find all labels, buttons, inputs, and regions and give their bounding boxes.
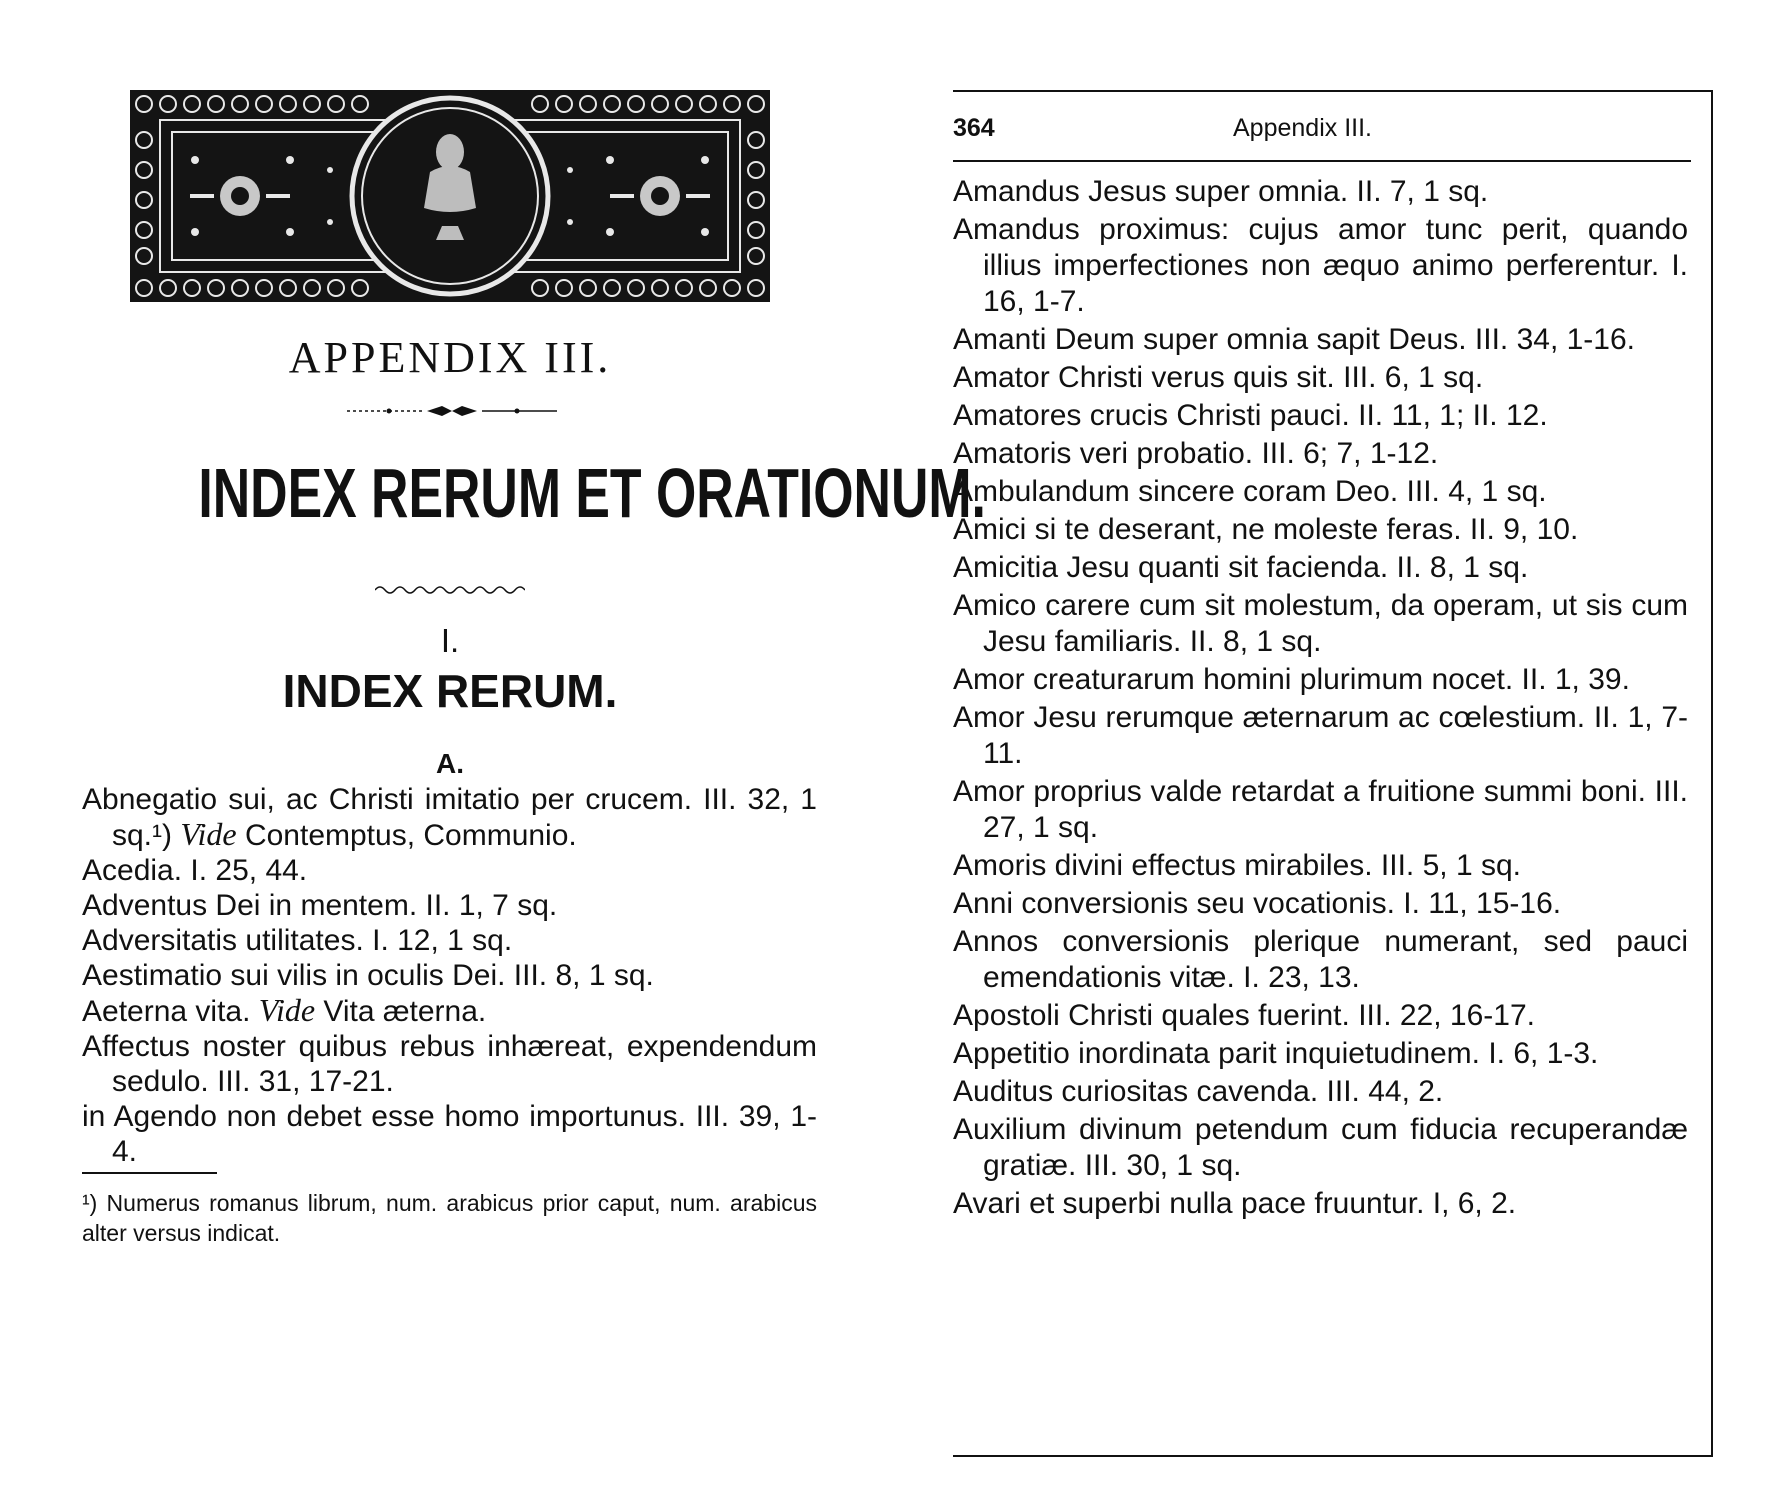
right-page	[953, 90, 1713, 1457]
right-index-entries	[953, 174, 1688, 1224]
index-entry: Amico carere cum sit molestum, da operam, ut sis cum Jesu familiaris. II. 8, 1 sq.	[953, 589, 1688, 658]
index-entry: Amator Christi verus quis sit. III. 6, 1 sq.	[953, 361, 1484, 394]
page-frame-top	[953, 90, 1713, 92]
index-entry: Amor proprius valde retardat a fruitione summi boni. III. 27, 1 sq.	[953, 775, 1688, 844]
entry-text: Vita æterna.	[315, 995, 487, 1028]
index-entry: Avari et superbi nulla pace fruuntur. I, 6, 2.	[953, 1187, 1517, 1220]
index-entry	[82, 923, 817, 958]
entry-text: Contemptus, Communio.	[236, 819, 577, 852]
part-number: I.	[440, 622, 460, 659]
header-rule	[953, 160, 1691, 162]
index-entry: Amanti Deum super omnia sapit Deus. III. 34, 1-16.	[953, 323, 1635, 356]
entry-text: Aeterna vita.	[82, 995, 259, 1028]
index-entry	[82, 993, 817, 1029]
entry-italic: Vide	[258, 992, 316, 1028]
index-entry: Amor Jesu rerumque æternarum ac cœlestium. II. 1, 7-11.	[953, 701, 1688, 770]
letter-heading: A.	[436, 748, 464, 779]
index-entry	[82, 1099, 817, 1169]
entry-text: in Agendo non debet esse homo importunus. III. 39, 1-4.	[82, 1100, 817, 1168]
running-head	[953, 114, 1693, 154]
index-entry: Auditus curiositas cavenda. III. 44, 2.	[953, 1075, 1444, 1108]
index-entry	[82, 958, 817, 993]
index-title	[60, 454, 986, 532]
ornamental-headpiece	[130, 90, 770, 302]
entry-italic: Vide	[180, 816, 237, 852]
index-entry: Ambulandum sincere coram Deo. III. 4, 1 sq.	[953, 475, 1547, 508]
running-title: Appendix III.	[1233, 114, 1372, 142]
index-entry: Amici si te deserant, ne moleste feras. II. 9, 10.	[953, 513, 1579, 546]
index-entry: Auxilium divinum petendum cum fiducia recuperandæ gratiæ. III. 30, 1 sq.	[953, 1113, 1688, 1182]
part-title: INDEX RERUM.	[282, 665, 618, 717]
index-entry: Apostoli Christi quales fuerint. III. 22, 16-17.	[953, 999, 1535, 1032]
index-entry: Amicitia Jesu quanti sit facienda. II. 8, 1 sq.	[953, 551, 1529, 584]
index-entry: Amor creaturarum homini plurimum nocet. II. 1, 39.	[953, 663, 1630, 696]
index-entry: Anni conversionis seu vocationis. I. 11, 15-16.	[953, 887, 1562, 920]
index-entry	[82, 782, 817, 853]
footnote-rule	[82, 1172, 217, 1174]
appendix-title: APPENDIX III.	[288, 333, 612, 382]
index-entry: Appetitio inordinata parit inquietudinem. I. 6, 1-3.	[953, 1037, 1599, 1070]
index-entry	[82, 1029, 817, 1099]
index-entry	[82, 888, 817, 923]
flourish-divider	[347, 404, 557, 418]
index-entry: Annos conversionis plerique numerant, sed pauci emendationis vitæ. I. 23, 13.	[953, 925, 1688, 994]
wave-divider	[375, 584, 525, 596]
index-entry: Amandus Jesus super omnia. II. 7, 1 sq.	[953, 175, 1489, 208]
page-frame-bottom	[953, 1455, 1713, 1457]
entry-text: Adventus Dei in mentem. II. 1, 7 sq.	[82, 889, 558, 922]
entry-text: Abnegatio sui, ac Christi imitatio per crucem. III. 32, 1 sq.¹)	[82, 783, 817, 852]
index-entry: Amatoris veri probatio. III. 6; 7, 1-12.	[953, 437, 1439, 470]
index-entry: Amoris divini effectus mirabiles. III. 5, 1 sq.	[953, 849, 1521, 882]
footnote: ¹) Numerus romanus librum, num. arabicus prior caput, num. arabicus alter versus indicat.	[82, 1190, 817, 1246]
index-entry: Amatores crucis Christi pauci. II. 11, 1; II. 12.	[953, 399, 1548, 432]
entry-text: Acedia. I. 25, 44.	[82, 854, 308, 887]
page-number: 364	[953, 114, 995, 142]
index-entry: Amandus proximus: cujus amor tunc perit, quando illius imperfectiones non æquo animo perferentur. I. 16, 1-7.	[953, 213, 1688, 318]
entry-text: Adversitatis utilitates. I. 12, 1 sq.	[82, 924, 513, 957]
entry-text: Aestimatio sui vilis in oculis Dei. III. 8, 1 sq.	[82, 959, 654, 992]
index-entry	[82, 853, 817, 888]
index-title-text: INDEX RERUM ET ORATIONUM.	[198, 454, 986, 532]
page-frame-right	[1711, 90, 1713, 1455]
left-index-entries	[82, 782, 817, 1169]
entry-text: Affectus noster quibus rebus inhæreat, expendendum sedulo. III. 31, 17-21.	[82, 1030, 817, 1098]
